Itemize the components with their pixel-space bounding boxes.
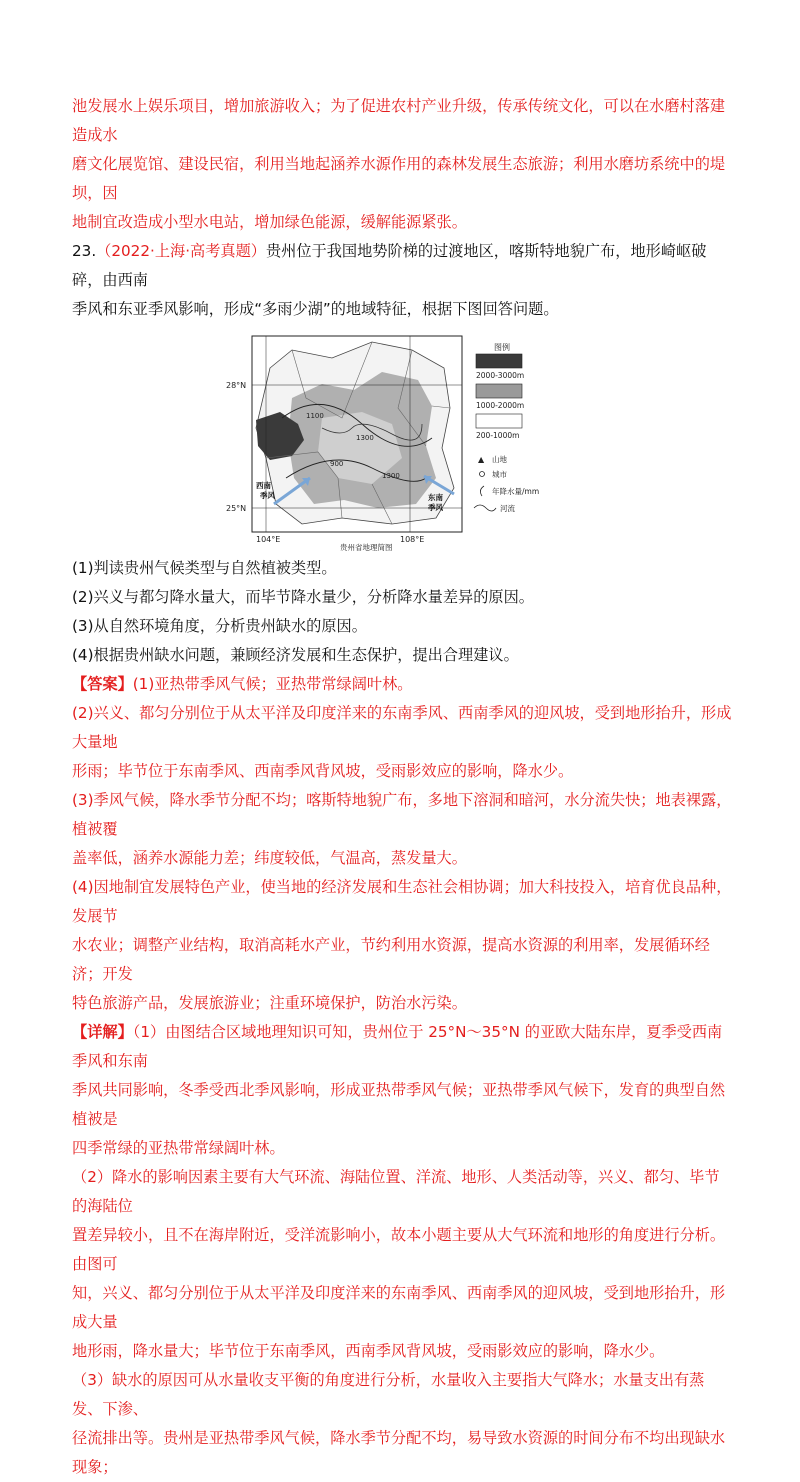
- isohyet-label: 1100: [306, 412, 324, 420]
- answer-line: 盖率低，涵养水源能力差；纬度较低，气温高，蒸发量大。: [72, 849, 467, 867]
- sw-monsoon-label: 西南: [256, 481, 271, 490]
- detail-line: 【详解】（1）由图结合区域地理知识可知，贵州位于 25°N～35°N 的亚欧大陆东岸，夏季受西南季风和东南: [72, 1023, 723, 1070]
- sub-question: (2)兴义与都匀降水量大，而毕节降水量少，分析降水量差异的原因。: [72, 588, 534, 606]
- sub-question: (4)根据贵州缺水问题，兼顾经济发展和生态保护，提出合理建议。: [72, 646, 519, 664]
- answer-line: 【答案】(1)亚热带季风气候；亚热带常绿阔叶林。: [72, 675, 413, 693]
- symbol-item: 河流: [500, 504, 515, 513]
- intro-line: 地制宜改造成小型水电站，增加绿色能源，缓解能源紧张。: [72, 213, 467, 231]
- lon-label-104: 104°E: [256, 535, 281, 544]
- map-figure: [72, 328, 732, 552]
- sub-question: (3)从自然环境角度，分析贵州缺水的原因。: [72, 617, 367, 635]
- detail-line: 四季常绿的亚热带常绿阔叶林。: [72, 1139, 285, 1157]
- isohyet-label: 1300: [356, 434, 374, 442]
- detail-line: 置差异较小，且不在海岸附近，受洋流影响小，故本小题主要从大气环流和地形的角度进行分析。由图可: [72, 1226, 726, 1273]
- symbol-item: 城市: [492, 470, 507, 479]
- question-stem-line2: 季风和东亚季风影响，形成“多雨少湖”的地域特征，根据下图回答问题。: [72, 300, 559, 318]
- question-stem: [72, 237, 732, 295]
- intro-line: 磨文化展览馆、建设民宿，利用当地起涵养水源作用的森林发展生态旅游；利用水磨坊系统中的堤坝，因: [72, 155, 726, 202]
- symbol-item: 年降水量/mm: [492, 487, 540, 496]
- detail-line: （3）缺水的原因可从水量收支平衡的角度进行分析，水量收入主要指大气降水；水量支出有蒸发、下渗、: [72, 1371, 705, 1418]
- se-monsoon-label: 季风: [428, 503, 443, 512]
- map-caption: 贵州省地理简图: [340, 543, 393, 552]
- detail-line: 季风共同影响，冬季受西北季风影响，形成亚热带季风气候；亚热带季风气候下，发育的典型自然植被是: [72, 1081, 726, 1128]
- legend-item: 200-1000m: [476, 431, 520, 440]
- lat-label-25: 25°N: [226, 504, 247, 513]
- sw-monsoon-label: 季风: [260, 491, 275, 500]
- detail-line: 径流排出等。贵州是亚热带季风气候，降水季节分配不均，易导致水资源的时间分布不均出现缺水现象；: [72, 1429, 726, 1476]
- answer-line: (3)季风气候，降水季节分配不均；喀斯特地貌广布，多地下溶洞和暗河，水分流失快；地表裸露，植被覆: [72, 791, 732, 838]
- lon-label-108: 108°E: [400, 535, 425, 544]
- question-stem-line1: 贵州位于我国地势阶梯的过渡地区，喀斯特地貌广布，地形崎岖破碎，由西南: [72, 242, 707, 289]
- isohyet-label: 900: [330, 460, 344, 468]
- detail-line: 知，兴义、都匀分别位于从太平洋及印度洋来的东南季风、西南季风的迎风坡，受到地形抬升，形成大量: [72, 1284, 726, 1331]
- legend-title: 图例: [494, 343, 510, 352]
- answer-line: 特色旅游产品，发展旅游业；注重环境保护，防治水污染。: [72, 994, 467, 1012]
- symbol-item: 山地: [492, 455, 507, 464]
- answer-line: 水农业；调整产业结构，取消高耗水产业，节约利用水资源，提高水资源的利用率，发展循环经济；开发: [72, 936, 710, 983]
- legend-item: 1000-2000m: [476, 401, 525, 410]
- question-source: （2022·上海·高考真题）: [96, 242, 266, 260]
- detail-label: 【详解】: [72, 1023, 133, 1041]
- city-icon: [480, 472, 485, 477]
- document-page: [72, 92, 732, 1482]
- detail-line: 地形雨，降水量大；毕节位于东南季风，西南季风背风坡，受雨影效应的影响，降水少。: [72, 1342, 665, 1360]
- question-number: 23.: [72, 242, 97, 260]
- isohyet-label: 1300: [382, 472, 400, 480]
- lat-label-28: 28°N: [226, 381, 247, 390]
- guizhou-map: [222, 328, 562, 552]
- answer-line: (4)因地制宜发展特色产业，使当地的经济发展和生态社会相协调；加大科技投入，培育优良品种，发展节: [72, 878, 732, 925]
- answer-label: 【答案】: [72, 675, 133, 693]
- answer-line: 形雨；毕节位于东南季风、西南季风背风坡，受雨影效应的影响，降水少。: [72, 762, 574, 780]
- mountain-icon: ▲: [478, 455, 485, 464]
- intro-line: 池发展水上娱乐项目，增加旅游收入；为了促进农村产业升级，传承传统文化，可以在水磨村落建造成水: [72, 97, 726, 144]
- isohyet-icon: [480, 486, 484, 496]
- sub-question: (1)判读贵州气候类型与自然植被类型。: [72, 559, 337, 577]
- legend-item: 2000-3000m: [476, 371, 525, 380]
- answer-line: (2)兴义、都匀分别位于从太平洋及印度洋来的东南季风、西南季风的迎风坡，受到地形抬升，形成大量地: [72, 704, 732, 751]
- se-monsoon-label: 东南: [428, 493, 443, 502]
- river-icon: [474, 505, 496, 511]
- detail-line: （2）降水的影响因素主要有大气环流、海陆位置、洋流、地形、人类活动等，兴义、都匀、毕节的海陆位: [72, 1168, 720, 1215]
